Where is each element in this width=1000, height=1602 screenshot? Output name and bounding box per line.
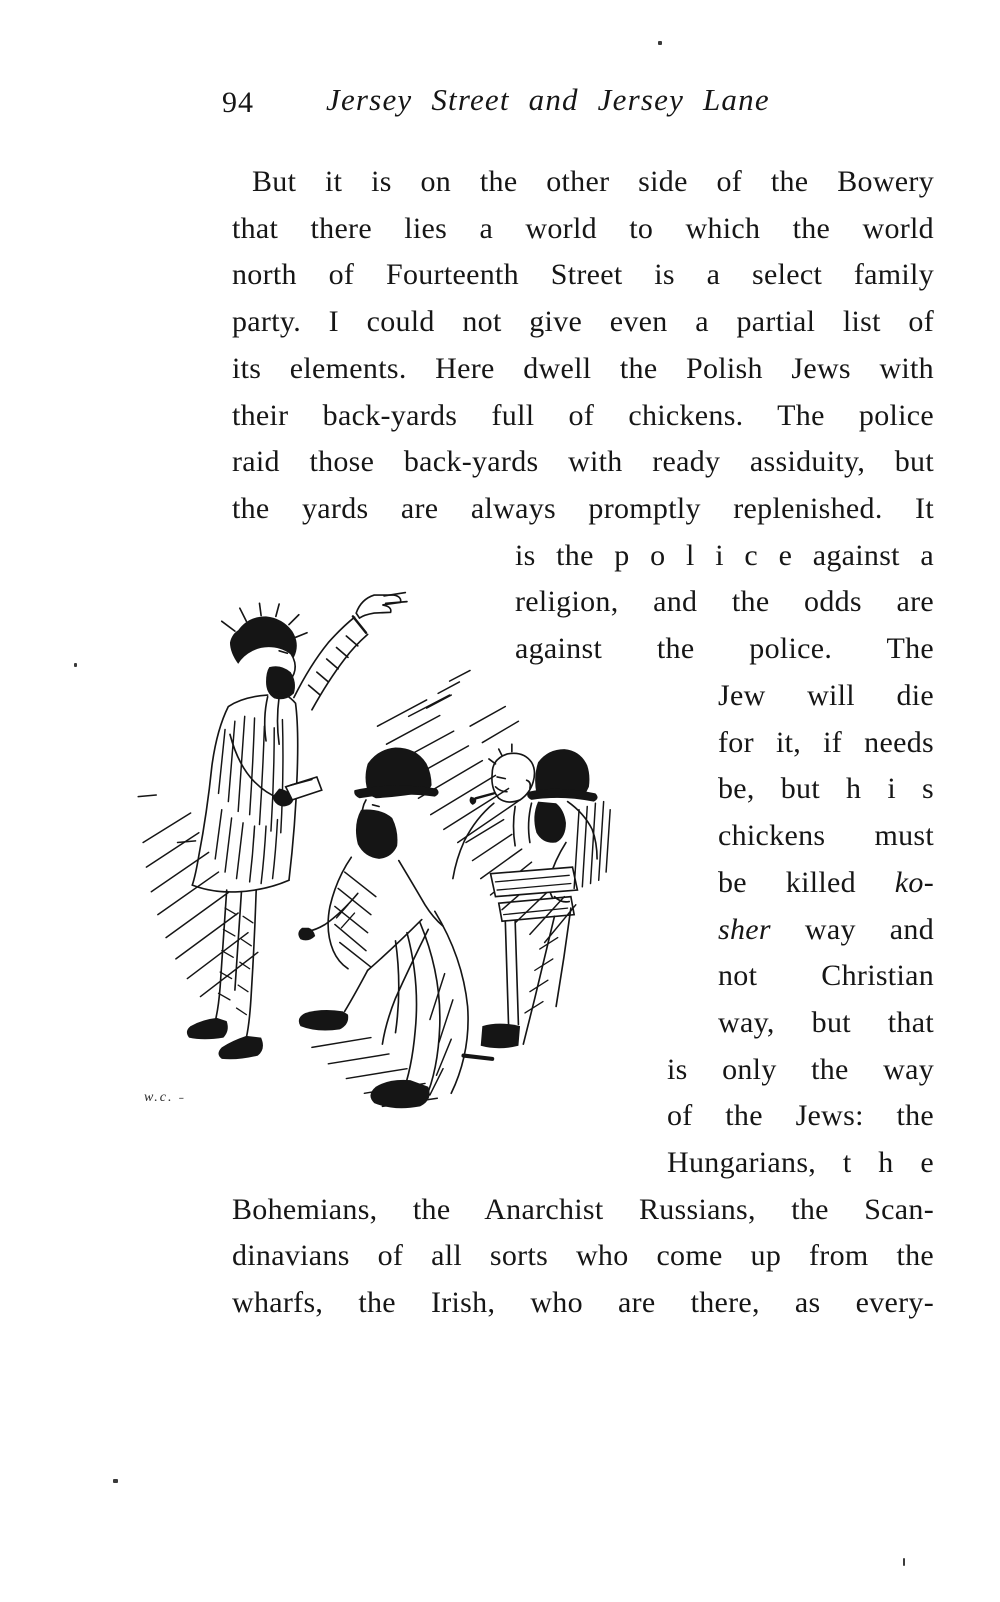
text-line: north of Fourteenth Street is a select family [232, 258, 934, 291]
text-line: of the Jews: the [667, 1099, 934, 1132]
seated-listener-figure [298, 747, 468, 1108]
text-line: is only the way [667, 1053, 934, 1086]
text-line: chickens must [718, 819, 934, 852]
text-line: for it, if needs [718, 726, 934, 759]
text-line: way, but that [718, 1006, 934, 1039]
scan-speck [658, 41, 662, 45]
text-line: the yards are always promptly replenished. It [232, 492, 934, 525]
scan-speck [903, 1558, 905, 1566]
scan-speck [74, 663, 77, 667]
artist-signature: w.c. ˗ [144, 1090, 186, 1105]
running-title: Jersey Street and Jersey Lane [326, 82, 770, 117]
text-line: religion, and the odds are [515, 585, 934, 618]
text-line: party. I could not give even a partial list of [232, 305, 934, 338]
scan-speck [113, 1479, 118, 1483]
text-line: is the p o l i c e against a [515, 539, 934, 572]
background-hatching [138, 670, 520, 1106]
text-line: But it is on the other side of the Bowery [252, 165, 934, 198]
text-line: dinavians of all sorts who come up from the [232, 1239, 934, 1272]
text-line: against the police. The [515, 632, 934, 665]
illustration [130, 515, 720, 1175]
text-line: Bohemians, the Anarchist Russians, the Scan- [232, 1193, 934, 1226]
bench-listeners-figures [453, 744, 610, 1048]
text-line: raid those back-yards with ready assiduity, but [232, 445, 934, 478]
text-line: Hungarians, t h e [667, 1146, 934, 1179]
text-line: their back-yards full of chickens. The police [232, 399, 934, 432]
text-line: be killed ko- [718, 866, 934, 899]
text-line: that there lies a world to which the world [232, 212, 934, 245]
text-line: sher way and [718, 913, 934, 946]
text-line: be, but h i s [718, 772, 934, 805]
page-number: 94 [222, 86, 254, 119]
text-line: its elements. Here dwell the Polish Jews with [232, 352, 934, 385]
text-line: not Christian [718, 959, 934, 992]
text-line: wharfs, the Irish, who are there, as every- [232, 1286, 934, 1319]
text-line: Jew will die [718, 679, 934, 712]
